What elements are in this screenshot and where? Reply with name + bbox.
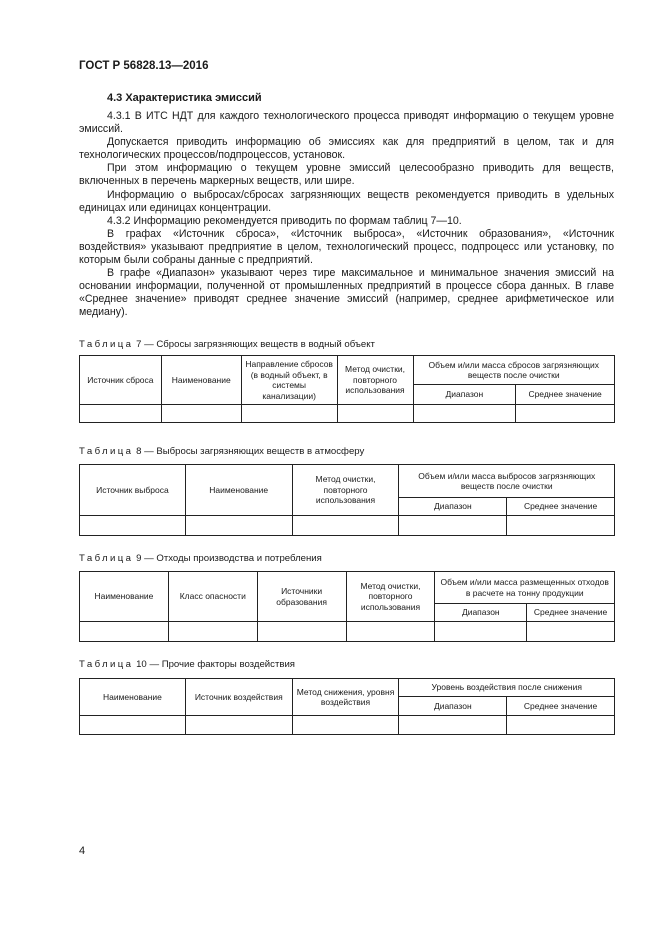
header-cell: Наименование bbox=[185, 465, 292, 516]
table-title: — Прочие факторы воздействия bbox=[149, 659, 296, 670]
table-title: — Выбросы загрязняющих веществ в атмосферу bbox=[144, 446, 365, 457]
header-cell: Наименование bbox=[161, 356, 241, 405]
table-cell bbox=[399, 716, 507, 735]
header-cell: Наименование bbox=[80, 572, 169, 622]
header-cell: Диапазон bbox=[399, 697, 507, 716]
header-cell: Метод очистки, повторного использования bbox=[292, 465, 399, 516]
table-title: — Сбросы загрязняющих веществ в водный объект bbox=[144, 339, 375, 350]
header-cell: Источник воздействия bbox=[185, 679, 292, 716]
table-cell bbox=[257, 622, 346, 642]
paragraph: Информацию о выбросах/сбросах загрязняющих веществ рекомендуется приводить в удельных единицах или единицах концентрации. bbox=[79, 188, 614, 214]
table-title: — Отходы производства и потребления bbox=[144, 553, 322, 564]
section-title: 4.3 Характеристика эмиссий bbox=[107, 92, 262, 104]
table-cell bbox=[435, 622, 527, 642]
header-cell: Класс опасности bbox=[168, 572, 257, 622]
table-cell bbox=[80, 716, 186, 735]
header-cell: Диапазон bbox=[399, 498, 507, 516]
table-10 bbox=[79, 678, 615, 735]
paragraph: В графах «Источник сброса», «Источник выброса», «Источник образования», «Источник воздействия» указывают предприятие в целом, технологический процесс, подпроцесс или установку, по которым были собраны данные с предприятий. bbox=[79, 227, 614, 267]
table-cell bbox=[507, 716, 615, 735]
table-9 bbox=[79, 571, 615, 642]
table-cell bbox=[346, 622, 435, 642]
paragraph: 4.3.1 В ИТС НДТ для каждого технологического процесса приводят информацию о текущем уровне эмиссий. bbox=[79, 110, 614, 136]
table-cell bbox=[527, 622, 615, 642]
table-cell bbox=[80, 516, 186, 536]
header-cell: Диапазон bbox=[435, 604, 527, 622]
table-cell bbox=[292, 716, 399, 735]
table-cell bbox=[161, 405, 241, 423]
document-header: ГОСТ Р 56828.13—2016 bbox=[79, 60, 209, 72]
table-cell bbox=[337, 405, 413, 423]
table-row bbox=[80, 716, 615, 735]
table-cell bbox=[80, 622, 169, 642]
table-cell bbox=[80, 405, 162, 423]
group-header-cell: Уровень воздействия после снижения bbox=[399, 679, 615, 697]
header-cell: Источники образования bbox=[257, 572, 346, 622]
table-cell bbox=[399, 516, 507, 536]
table-cell bbox=[168, 622, 257, 642]
table-row bbox=[80, 405, 615, 423]
header-cell: Среднее значение bbox=[507, 498, 615, 516]
table-8 bbox=[79, 464, 615, 536]
group-header-cell: Объем и/или масса сбросов загрязняющих веществ после очистки bbox=[413, 356, 614, 385]
header-cell: Диапазон bbox=[413, 385, 516, 405]
table-8-caption bbox=[79, 446, 364, 457]
table-cell bbox=[507, 516, 615, 536]
header-cell: Среднее значение bbox=[516, 385, 615, 405]
table-label: Таблица bbox=[79, 339, 134, 350]
table-row bbox=[80, 622, 615, 642]
table-7-caption bbox=[79, 339, 375, 350]
header-cell: Среднее значение bbox=[507, 697, 615, 716]
paragraph: В графе «Диапазон» указывают через тире максимальное и минимальное значения эмиссий на основании информации, полученной от промышленных предприятий в процессе сбора данных. В главе «Среднее значение» приводят среднее значение эмиссий (например, среднее арифметическое или медиану). bbox=[79, 267, 614, 319]
table-cell bbox=[292, 516, 399, 536]
paragraph: 4.3.2 Информацию рекомендуется приводить по формам таблиц 7—10. bbox=[107, 214, 462, 227]
page-number: 4 bbox=[79, 845, 86, 857]
header-cell: Метод снижения, уровня воздействия bbox=[292, 679, 399, 716]
group-header-cell: Объем и/или масса выбросов загрязняющих веществ после очистки bbox=[399, 465, 615, 498]
table-10-caption bbox=[79, 659, 295, 670]
table-cell bbox=[413, 405, 516, 423]
table-number: 10 bbox=[136, 659, 147, 670]
table-row bbox=[80, 516, 615, 536]
table-cell bbox=[241, 405, 337, 423]
table-number: 9 bbox=[136, 553, 142, 564]
paragraph: Допускается приводить информацию об эмиссиях как для предприятий в целом, так и для технологических процессов/подпроцессов, установок. bbox=[79, 136, 614, 162]
table-7 bbox=[79, 355, 615, 423]
table-cell bbox=[516, 405, 615, 423]
table-label: Таблица bbox=[79, 553, 134, 564]
group-header-cell: Объем и/или масса размещенных отходов в расчете на тонну продукции bbox=[435, 572, 615, 604]
header-cell: Среднее значение bbox=[527, 604, 615, 622]
header-cell: Наименование bbox=[80, 679, 186, 716]
table-cell bbox=[185, 716, 292, 735]
table-number: 8 bbox=[136, 446, 142, 457]
header-cell: Метод очистки, повторного использования bbox=[346, 572, 435, 622]
header-cell: Направление сбросов (в водный объект, в системы канализации) bbox=[241, 356, 337, 405]
header-cell: Метод очистки, повторного использования bbox=[337, 356, 413, 405]
header-cell: Источник сброса bbox=[80, 356, 162, 405]
body-text bbox=[79, 110, 614, 320]
table-cell bbox=[185, 516, 292, 536]
table-label: Таблица bbox=[79, 446, 134, 457]
header-cell: Источник выброса bbox=[80, 465, 186, 516]
paragraph: При этом информацию о текущем уровне эмиссий целесообразно приводить для веществ, включенных в перечень маркерных веществ, или шире. bbox=[79, 162, 614, 188]
table-label: Таблица bbox=[79, 659, 134, 670]
table-9-caption bbox=[79, 553, 322, 564]
table-number: 7 bbox=[136, 339, 142, 350]
